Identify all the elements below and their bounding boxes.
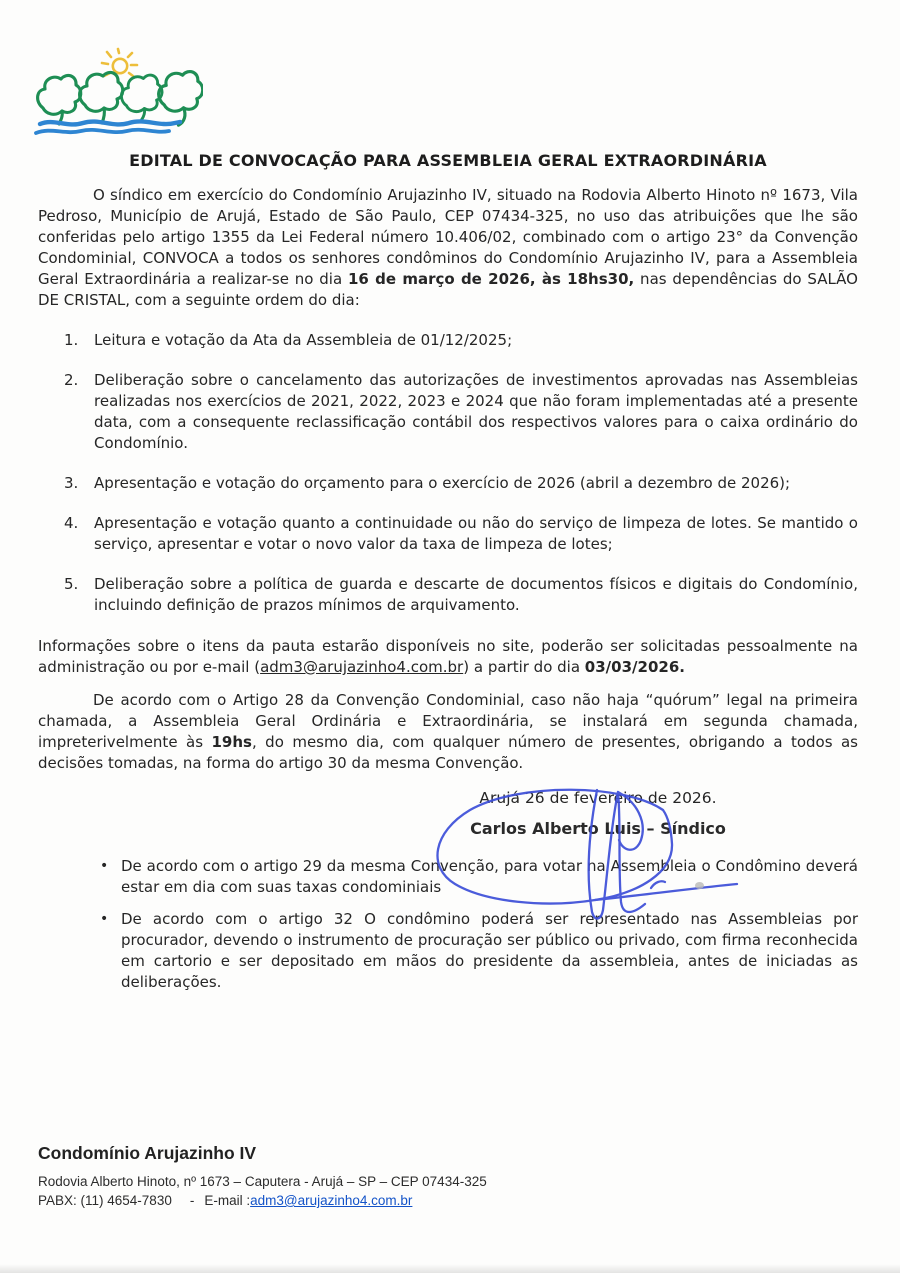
document-date: Arujá 26 de fevereiro de 2026. [479, 789, 717, 807]
footer-email-link[interactable]: adm3@arujazinho4.com.br [250, 1193, 413, 1208]
meeting-date-bold: 16 de março de 2026, às 18hs30, [347, 270, 635, 288]
second-call-time-bold: 19hs [211, 733, 252, 751]
intro-text-2: nas dependências do SALÃO DE CRISTAL, com a seguinte ordem do dia: [38, 270, 858, 309]
intro-paragraph [38, 185, 858, 311]
footer-email-label: E-mail : [204, 1193, 251, 1208]
agenda-item-5: Deliberação sobre a política de guarda e descarte de documentos físicos e digitais do Condomínio, incluindo definição de prazos mínimos de arquivamento. [94, 575, 858, 614]
footer-address: Rodovia Alberto Hinoto, nº 1673 – Caputera - Arujá – SP – CEP 07434-325 [38, 1174, 487, 1189]
agenda-item-2: Deliberação sobre o cancelamento das autorizações de investimentos aprovadas nas Assembleias realizadas nos exercícios de 2021, 2022, 2023 e 2024 que não foram implementadas até a presente data, com a consequente reclassificação contábil dos respectivos valores para o caixa ordinário do Condomínio. [94, 371, 858, 452]
agenda-item-4: Apresentação e votação quanto a continuidade ou não do serviço de limpeza de lotes. Se mantido o serviço, apresentar e votar o novo valor da taxa de limpeza de lotes; [94, 514, 858, 553]
second-call-text-2: , do mesmo dia, com qualquer número de presentes, obrigando a todos as decisões tomadas, na forma do artigo 30 da mesma Convenção. [38, 733, 858, 772]
agenda-item-1: Leitura e votação da Ata da Assembleia de 01/12/2025; [94, 331, 513, 349]
notes-list [95, 856, 858, 993]
availability-date-bold: 03/03/2026. [584, 658, 685, 676]
agenda-list [38, 330, 858, 616]
condominio-logo [33, 40, 203, 140]
signatory-name: Carlos Alberto Luis – Síndico [470, 819, 726, 838]
footer-separator: - [189, 1193, 195, 1208]
trees-icon [38, 72, 203, 126]
pen-dot-mark [695, 882, 704, 889]
info-text-2: ) a partir do dia [463, 658, 585, 676]
second-call-text-1: De acordo com o Artigo 28 da Convenção Condominial, caso não haja “quórum” legal na primeira chamada, a Assembleia Geral Ordinária e Extraordinária, se instalará em segunda chamada, impreterivelmente às [38, 691, 858, 751]
second-call-paragraph [38, 690, 858, 774]
footer-condo-name: Condomínio Arujazinho IV [38, 1143, 257, 1163]
intro-text-1: O síndico em exercício do Condomínio Arujazinho IV, situado na Rodovia Alberto Hinoto nº 1673, Vila Pedroso, Município de Arujá, Estado de São Paulo, CEP 07434-325, no uso das atribuições que lhe são conferidas pelo artigo 1355 da Lei Federal número 10.406/02, combinado com o artigo 23° da Convenção Condominial, CONVOCA a todos os senhores condôminos do Condomínio Arujazinho IV, para a Assembleia Geral Extraordinária a realizar-se no dia [38, 186, 858, 288]
note-item-2: • De acordo com o artigo 32 O condômino poderá ser representado nas Assembleias por procurador, devendo o instrumento de procuração ser público ou privado, com firma reconhecida em cartorio e ser depositado em mãos do presidente da assembleia, antes de iniciadas as deliberações. [95, 909, 858, 993]
document-title: EDITAL DE CONVOCAÇÃO PARA ASSEMBLEIA GERAL EXTRAORDINÁRIA [129, 151, 767, 170]
water-icon [36, 121, 180, 133]
info-paragraph [38, 636, 858, 678]
footer-phone: PABX: (11) 4654-7830 [38, 1193, 172, 1208]
agenda-item-3: Apresentação e votação do orçamento para o exercício de 2026 (abril a dezembro de 2026); [94, 474, 791, 492]
footer [38, 1143, 487, 1212]
admin-email-link[interactable]: adm3@arujazinho4.com.br [260, 658, 464, 676]
signature-block [338, 788, 858, 839]
document-body [38, 150, 858, 1004]
note-item-1: • De acordo com o artigo 29 da mesma Convenção, para votar na Assembleia o Condômino deverá estar em dia com suas taxas condominiais [95, 856, 858, 898]
footer-contact-line [38, 1193, 487, 1208]
info-text-1: Informações sobre o itens da pauta estarão disponíveis no site, poderão ser solicitadas pessoalmente na administração ou por e-mail ( [38, 637, 858, 676]
